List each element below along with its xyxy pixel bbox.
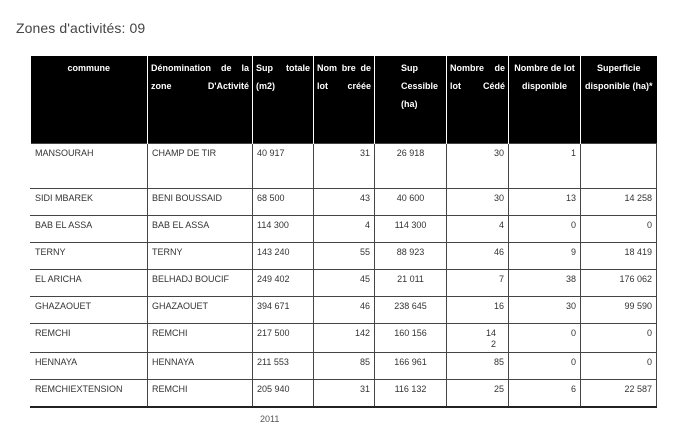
table-row: [31, 297, 657, 324]
cell-lots-available: 38: [509, 270, 581, 297]
cell-zone-name: CHAMP DE TIR: [148, 144, 253, 189]
header-area-available: Superficie disponible (ha)*: [581, 56, 657, 144]
cell-transferable-area: 88 923: [375, 243, 447, 270]
cell-commune: BAB EL ASSA: [31, 216, 148, 243]
cell-transferable-area: 238 645: [375, 297, 447, 324]
cell-area-available: 176 062: [581, 270, 657, 297]
cell-lots-available: 0: [509, 216, 581, 243]
table-body: [31, 144, 657, 408]
cell-lots-available: 30: [509, 297, 581, 324]
cell-commune: HENNAYA: [31, 353, 148, 380]
cell-transferable-area: 26 918: [375, 144, 447, 189]
cell-transferable-area: 160 156: [375, 324, 447, 353]
cell-area-available: 99 590: [581, 297, 657, 324]
cell-total-area: 394 671: [253, 297, 314, 324]
footer-year: 2011: [260, 414, 280, 424]
cell-commune: SIDI MBAREK: [31, 189, 148, 216]
cell-lots-created: 31: [314, 380, 375, 408]
cell-lots-created: 43: [314, 189, 375, 216]
cell-transferable-area: 114 300: [375, 216, 447, 243]
cell-transferable-area: 166 961: [375, 353, 447, 380]
cell-lots-transferred: 7: [447, 270, 509, 297]
table-row: [31, 216, 657, 243]
header-total-area: Sup totale (m2): [253, 56, 314, 144]
cell-lots-created: 4: [314, 216, 375, 243]
cell-zone-name: HENNAYA: [148, 353, 253, 380]
cell-total-area: 211 553: [253, 353, 314, 380]
header-zone-name: Dénomination de la zone D'Activité: [148, 56, 253, 144]
cell-lots-available: 1: [509, 144, 581, 189]
cell-total-area: 68 500: [253, 189, 314, 216]
cell-lots-available: 9: [509, 243, 581, 270]
cell-lots-available: 13: [509, 189, 581, 216]
activity-zones-table: [30, 56, 657, 408]
page-title: Zones d'activités: 09: [16, 20, 146, 36]
table-row: [31, 270, 657, 297]
cell-lots-created: 46: [314, 297, 375, 324]
cell-area-available: 18 419: [581, 243, 657, 270]
cell-lots-transferred: 30: [447, 144, 509, 189]
cell-lots-created: 142: [314, 324, 375, 353]
cell-lots-transferred: 25: [447, 380, 509, 408]
header-transferable-area: Sup Cessible (ha): [375, 56, 447, 144]
table-row: [31, 353, 657, 380]
table-row: [31, 380, 657, 408]
cell-lots-transferred: 14 2: [447, 324, 509, 353]
header-lots-created: Nom bre de lot créée: [314, 56, 375, 144]
table-row: [31, 144, 657, 189]
cell-total-area: 114 300: [253, 216, 314, 243]
header-commune: commune: [31, 56, 148, 144]
cell-commune: EL ARICHA: [31, 270, 148, 297]
cell-transferable-area: 21 011: [375, 270, 447, 297]
cell-lots-created: 45: [314, 270, 375, 297]
cell-area-available: [581, 144, 657, 189]
cell-lots-created: 55: [314, 243, 375, 270]
cell-commune: TERNY: [31, 243, 148, 270]
cell-commune: MANSOURAH: [31, 144, 148, 189]
cell-lots-transferred: 46: [447, 243, 509, 270]
cell-area-available: 0: [581, 216, 657, 243]
cell-lots-available: 6: [509, 380, 581, 408]
cell-total-area: 40 917: [253, 144, 314, 189]
cell-lots-transferred: 16: [447, 297, 509, 324]
cell-total-area: 205 940: [253, 380, 314, 408]
cell-area-available: 14 258: [581, 189, 657, 216]
cell-transferable-area: 116 132: [375, 380, 447, 408]
cell-lots-created: 85: [314, 353, 375, 380]
cell-area-available: 22 587: [581, 380, 657, 408]
cell-lots-created: 31: [314, 144, 375, 189]
cell-area-available: 0: [581, 324, 657, 353]
cell-lots-transferred: 85: [447, 353, 509, 380]
cell-commune: GHAZAOUET: [31, 297, 148, 324]
cell-zone-name: TERNY: [148, 243, 253, 270]
cell-total-area: 143 240: [253, 243, 314, 270]
cell-transferable-area: 40 600: [375, 189, 447, 216]
cell-total-area: 217 500: [253, 324, 314, 353]
cell-zone-name: GHAZAOUET: [148, 297, 253, 324]
header-lots-available: Nombre de lot disponible: [509, 56, 581, 144]
activity-zones-table-container: [30, 56, 656, 408]
cell-lots-available: 0: [509, 353, 581, 380]
cell-zone-name: BELHADJ BOUCIF: [148, 270, 253, 297]
cell-lots-available: 0: [509, 324, 581, 353]
cell-lots-transferred: 4: [447, 216, 509, 243]
table-row: [31, 189, 657, 216]
cell-lots-transferred: 30: [447, 189, 509, 216]
cell-zone-name: REMCHI: [148, 380, 253, 408]
cell-zone-name: REMCHI: [148, 324, 253, 353]
cell-commune: REMCHIEXTENSION: [31, 380, 148, 408]
table-row: [31, 324, 657, 353]
cell-zone-name: BAB EL ASSA: [148, 216, 253, 243]
cell-area-available: 0: [581, 353, 657, 380]
header-lots-transferred: Nombre de lot Cédé: [447, 56, 509, 144]
table-row: [31, 243, 657, 270]
table-header-row: [31, 56, 657, 144]
cell-total-area: 249 402: [253, 270, 314, 297]
cell-commune: REMCHI: [31, 324, 148, 353]
cell-zone-name: BENI BOUSSAID: [148, 189, 253, 216]
